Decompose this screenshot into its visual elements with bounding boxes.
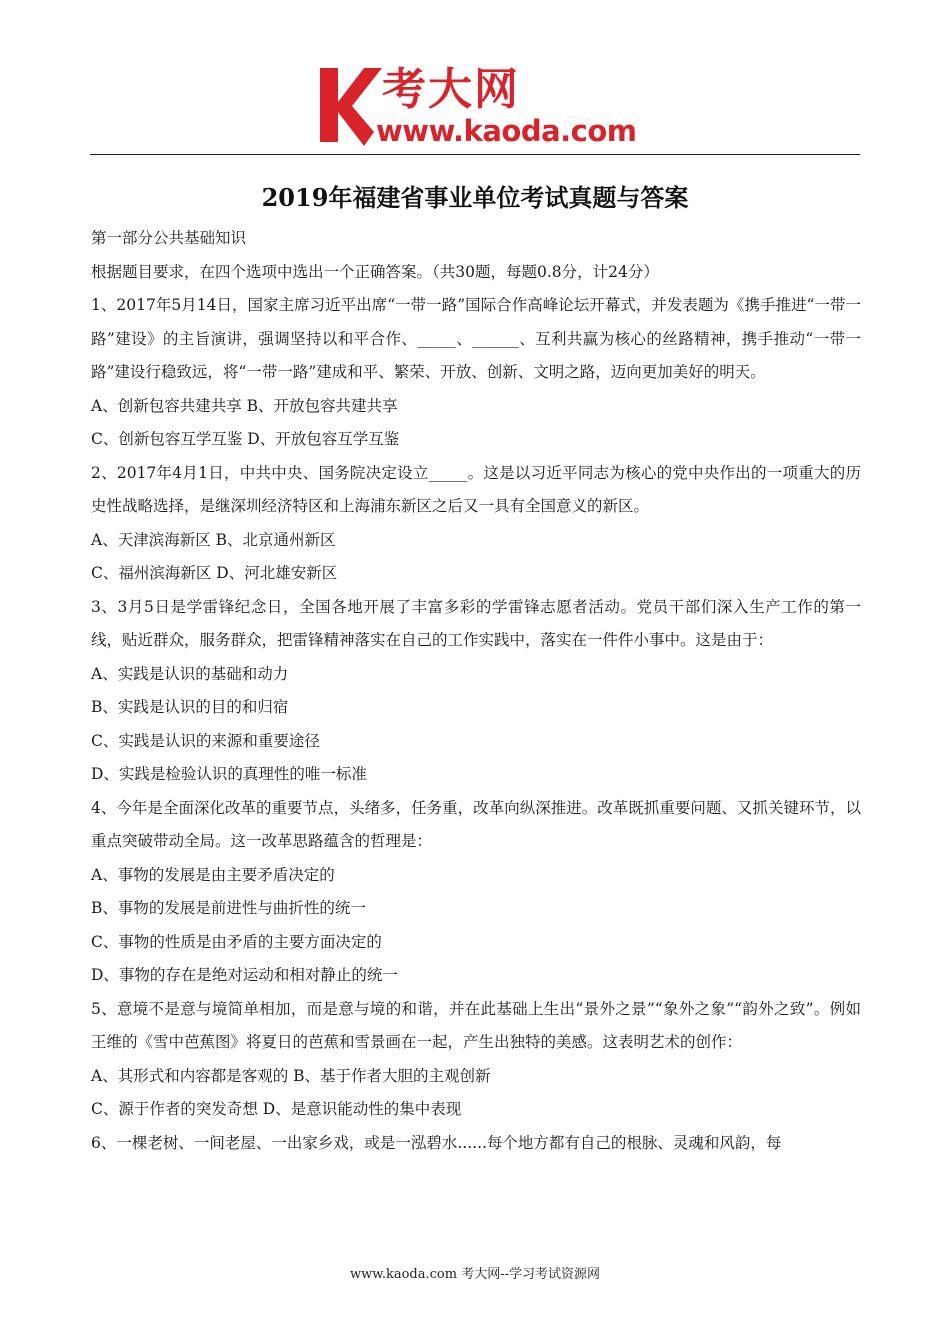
question-5-options-ab: A、其形式和内容都是客观的 B、基于作者大胆的主观创新: [91, 1066, 491, 1085]
question-1-options-cd: C、创新包容互学互鉴 D、开放包容互学互鉴: [91, 430, 400, 448]
question-2-options-cd: C、福州滨海新区 D、河北雄安新区: [91, 564, 338, 582]
section-heading: 第一部分公共基础知识: [91, 229, 247, 247]
question-3-option-a: A、实践是认识的基础和动力: [91, 664, 289, 683]
question-3-option-b: B、实践是认识的目的和归宿: [91, 698, 289, 716]
question-4-option-d: D、事物的存在是绝对运动和相对静止的统一: [91, 966, 398, 984]
question-1: 1、2017年5月14日，国家主席习近平出席“一带一路”国际合作高峰论坛开幕式，并发表题为《携手推进“一带一路”建设》的主旨演讲，强调坚持以和平合作、_____、______、互利共赢为核心的丝路精神，携手推动“一带一路”建设行稳致远，将“一带一路”建成和平、繁荣、开放、创新、文明之路，迈向更加美好的明天。: [91, 296, 861, 381]
question-4: 4、今年是全面深化改革的重要节点，头绪多，任务重，改革向纵深推进。改革既抓重要问题、又抓关键环节，以重点突破带动全局。这一改革思路蕴含的哲理是：: [91, 798, 861, 850]
question-2-options-ab: A、天津滨海新区 B、北京通州新区: [91, 530, 336, 549]
logo-url: www.kaoda.com: [376, 114, 637, 148]
question-6: 6、一棵老树、一间老屋、一出家乡戏，或是一泓碧水......每个地方都有自己的根脉、灵魂和风韵，每: [91, 1133, 782, 1152]
question-5-options-cd: C、源于作者的突发奇想 D、是意识能动性的集中表现: [91, 1100, 462, 1118]
document-body: [91, 222, 861, 1160]
logo-name: 考大网: [382, 64, 520, 115]
question-3-option-d: D、实践是检验认识的真理性的唯一标准: [91, 765, 367, 783]
question-3: 3、3月5日是学雷锋纪念日，全国各地开展了丰富多彩的学雷锋志愿者活动。党员干部们深入生产工作的第一线，贴近群众，服务群众，把雷锋精神落实在自己的工作实践中，落实在一件件小事中。这是由于：: [91, 597, 861, 649]
question-4-option-b: B、事物的发展是前进性与曲折性的统一: [91, 899, 366, 917]
question-5: 5、意境不是意与境简单相加，而是意与境的和谐，并在此基础上生出“景外之景”“象外之象”“韵外之致”。例如王维的《雪中芭蕉图》将夏日的芭蕉和雪景画在一起，产生出独特的美感。这表明艺术的创作：: [91, 999, 861, 1051]
question-1-options-ab: A、创新包容共建共享 B、开放包容共建共享: [91, 396, 398, 415]
question-4-option-c: C、事物的性质是由矛盾的主要方面决定的: [91, 932, 382, 951]
k-mark-icon: [316, 62, 382, 148]
kaoda-logo[interactable]: [316, 62, 646, 152]
question-4-option-a: A、事物的发展是由主要矛盾决定的: [91, 865, 335, 884]
page-footer: www.kaoda.com 考大网--学习考试资源网: [350, 1267, 600, 1282]
question-2: 2、2017年4月1日，中共中央、国务院决定设立_____。这是以习近平同志为核心的党中央作出的一项重大的历史性战略选择，是继深圳经济特区和上海浦东新区之后又一具有全国意义的新区。: [91, 463, 861, 515]
header-divider: [90, 154, 860, 155]
document-title: 2019年福建省事业单位考试真题与答案: [261, 183, 689, 212]
instructions: 根据题目要求，在四个选项中选出一个正确答案。（共30题，每题0.8分，计24分）: [91, 262, 659, 281]
question-3-option-c: C、实践是认识的来源和重要途径: [91, 731, 320, 750]
